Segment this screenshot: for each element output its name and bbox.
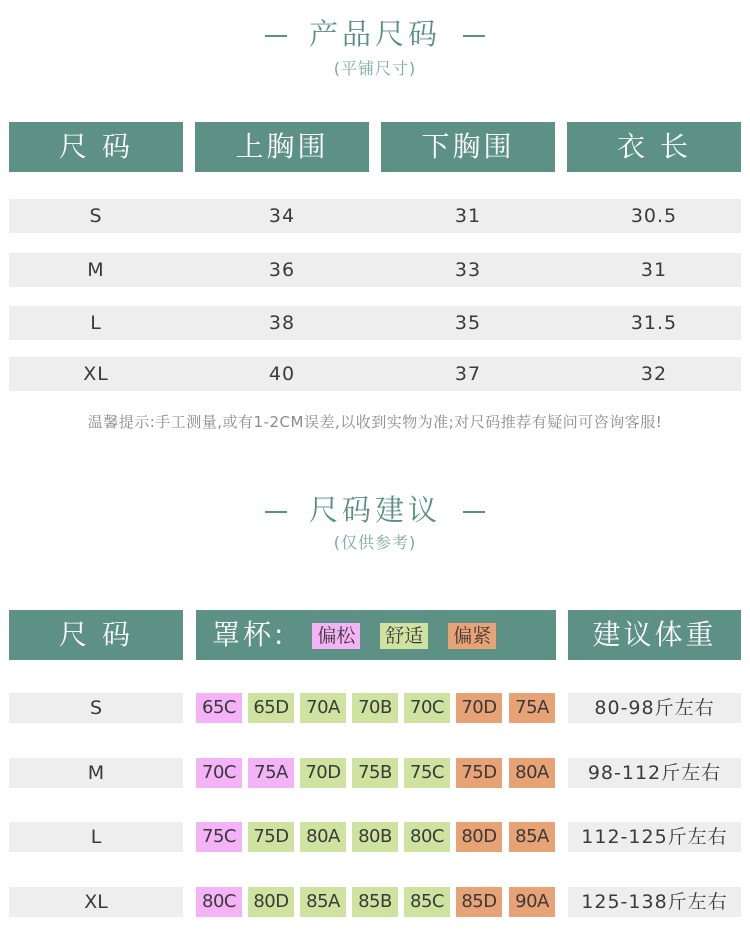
cell-weight: 112-125斤左右: [568, 822, 741, 852]
cell-lower: 33: [454, 259, 482, 281]
cell-weight: 80-98斤左右: [568, 693, 741, 723]
cell-size: L: [9, 822, 183, 852]
legend-comfortable: 舒适: [380, 623, 428, 649]
cup-cell: 85D: [456, 887, 502, 917]
cup-cell: 70B: [352, 693, 398, 723]
cell-length: 31.5: [630, 312, 678, 334]
cup-cell: 75C: [196, 822, 242, 852]
cup-cell: 75D: [456, 758, 502, 788]
cell-size: M: [9, 758, 183, 788]
cup-cell: 80D: [456, 822, 502, 852]
cell-length: 32: [640, 363, 668, 385]
cup-cell: 70A: [300, 693, 346, 723]
cell-size: M: [87, 259, 105, 281]
section-title-product-size: [0, 12, 750, 53]
cell-upper: 36: [268, 259, 296, 281]
header-weight: 建议体重: [568, 610, 741, 660]
cup-cell: 75C: [404, 758, 450, 788]
table-row: [9, 357, 741, 391]
cup-cell: 80C: [404, 822, 450, 852]
legend-tight: 偏紧: [448, 623, 496, 649]
cup-cell: 75D: [248, 822, 294, 852]
advice-row: [0, 822, 750, 852]
cell-size: XL: [83, 363, 109, 385]
title-text: 尺码建议: [308, 493, 441, 527]
cup-cell: 85A: [300, 887, 346, 917]
header-upper-bust: 上胸围: [195, 122, 369, 172]
cell-size: S: [9, 693, 183, 723]
cup-label: 罩杯:: [212, 618, 287, 651]
measurement-note: 温馨提示:手工测量,或有1-2CM误差,以收到实物为准;对尺码推荐有疑问可咨询客服!: [87, 413, 663, 431]
section-subtitle: (平铺尺寸): [333, 59, 417, 78]
header-size: 尺 码: [9, 610, 183, 660]
table-row: [9, 306, 741, 340]
cell-size: L: [90, 312, 102, 334]
cup-cell: 80B: [352, 822, 398, 852]
cup-cell: 70D: [456, 693, 502, 723]
cup-cell: 85C: [404, 887, 450, 917]
cup-cell: 80D: [248, 887, 294, 917]
cup-cell: 65C: [196, 693, 242, 723]
title-dash-right: [463, 511, 485, 513]
cell-length: 30.5: [630, 205, 678, 227]
cup-cell: 80A: [300, 822, 346, 852]
cup-cell: 70C: [196, 758, 242, 788]
advice-row: [0, 887, 750, 917]
cup-cell: 75B: [352, 758, 398, 788]
section-subtitle: (仅供参考): [333, 533, 417, 552]
table-row: [9, 199, 741, 233]
title-dash-left: [265, 511, 287, 513]
title-dash-right: [463, 35, 485, 37]
cell-weight: 98-112斤左右: [568, 758, 741, 788]
section-title-size-advice: [0, 488, 750, 529]
advice-row: [0, 758, 750, 788]
title-dash-left: [265, 35, 287, 37]
header-size: 尺 码: [9, 122, 183, 172]
cell-lower: 35: [454, 312, 482, 334]
legend-loose: 偏松: [312, 623, 360, 649]
title-text: 产品尺码: [308, 17, 441, 51]
cup-cell: 65D: [248, 693, 294, 723]
cup-cell: 70C: [404, 693, 450, 723]
cell-upper: 34: [268, 205, 296, 227]
cup-cell: 85A: [509, 822, 555, 852]
cell-lower: 37: [454, 363, 482, 385]
cell-size: XL: [9, 887, 183, 917]
advice-row: [0, 693, 750, 723]
cell-size: S: [89, 205, 103, 227]
cup-cell: 80A: [509, 758, 555, 788]
cup-cell: 85B: [352, 887, 398, 917]
header-length: 衣 长: [567, 122, 741, 172]
cup-cell: 75A: [248, 758, 294, 788]
cell-weight: 125-138斤左右: [568, 887, 741, 917]
cup-cell: 75A: [509, 693, 555, 723]
cup-cell: 70D: [300, 758, 346, 788]
cell-length: 31: [640, 259, 668, 281]
cell-upper: 40: [268, 363, 296, 385]
header-under-bust: 下胸围: [381, 122, 555, 172]
cup-cell: 90A: [509, 887, 555, 917]
cup-cell: 80C: [196, 887, 242, 917]
header-cup: [196, 610, 556, 660]
cell-lower: 31: [454, 205, 482, 227]
table-row: [9, 253, 741, 287]
cell-upper: 38: [268, 312, 296, 334]
